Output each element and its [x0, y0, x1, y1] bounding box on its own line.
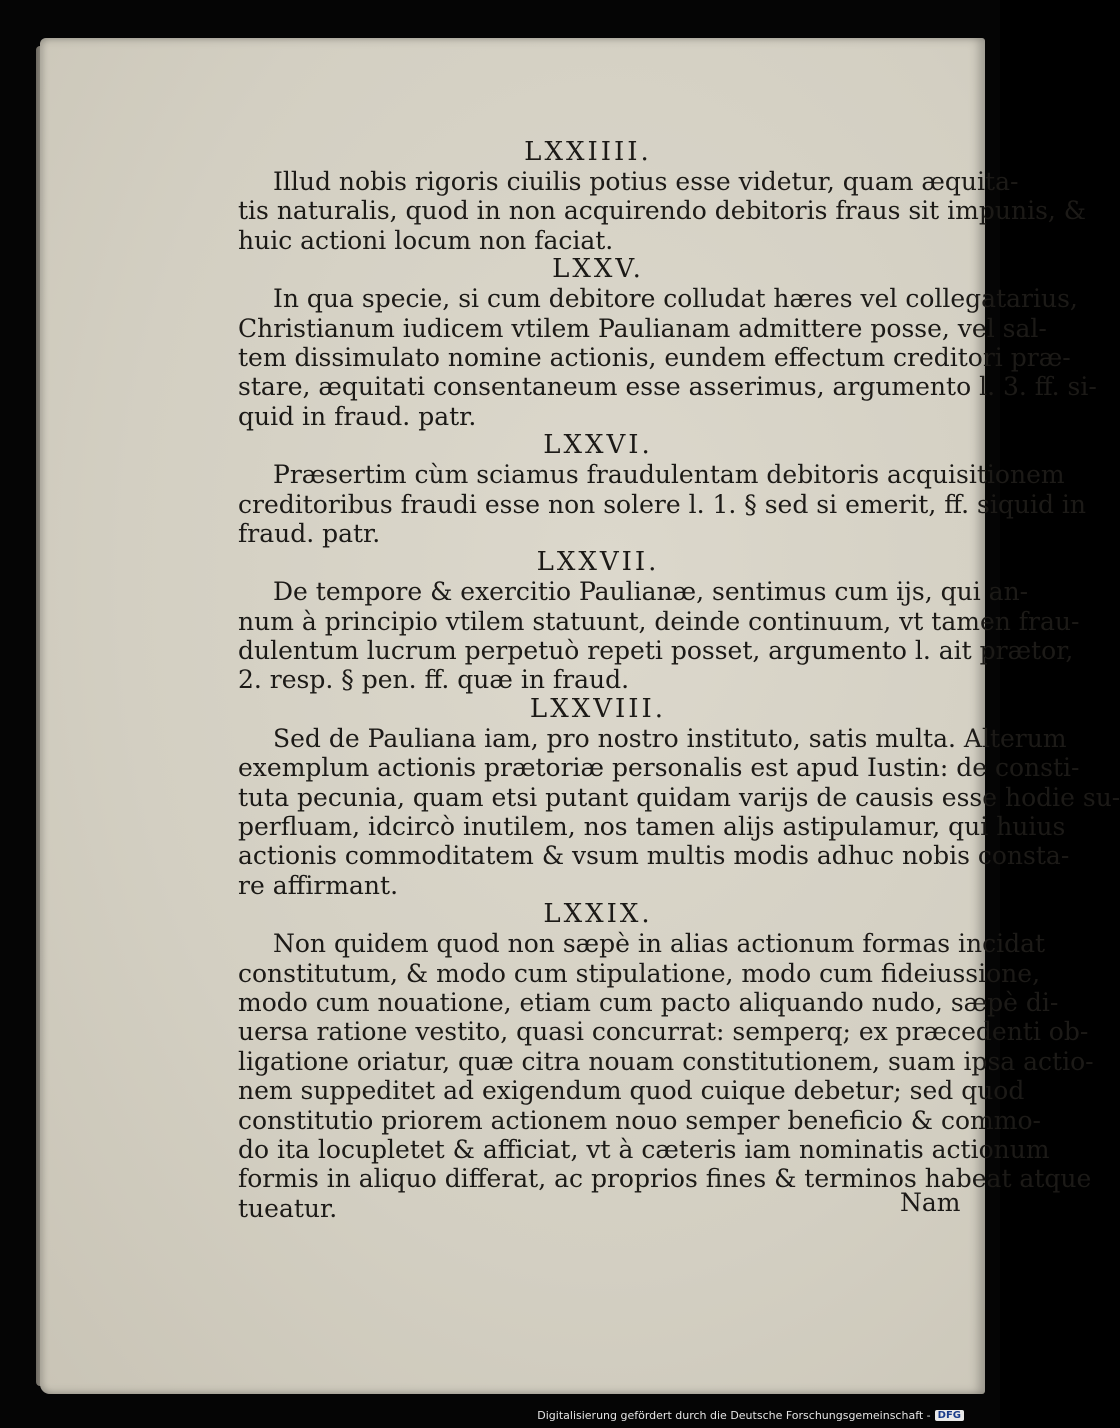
digitization-credit — [537, 1409, 964, 1422]
text-line: 2. resp. § pen. ff. quæ in fraud. — [238, 665, 630, 695]
text-line: Christianum iudicem vtilem Paulianam admittere posse, vel sal- — [238, 313, 1047, 343]
text-line: ligatione oriatur, quæ citra nouam constitutionem, suam ipsa actio- — [238, 1046, 1094, 1076]
text-line: quid in fraud. patr. — [238, 401, 477, 431]
text-line: Illud nobis rigoris ciuilis potius esse videtur, quam æquita- — [273, 167, 1019, 196]
section-heading: LXXVII. — [536, 547, 660, 578]
text-line: perfluam, idcircò inutilem, nos tamen alijs astipulamur, qui huius — [238, 812, 1066, 842]
text-line: uersa ratione vestito, quasi concurrat: semperq; ex præcedenti ob- — [238, 1017, 1089, 1047]
dfg-logo: DFG — [935, 1410, 964, 1421]
text-line: Præsertim cùm sciamus fraudulentam debitoris acquisitionem — [273, 460, 1065, 490]
text-line: re affirmant. — [238, 870, 399, 900]
text-line: fraud. patr. — [238, 518, 381, 548]
section-heading: LXXIX. — [543, 899, 653, 930]
section-heading: LXXV. — [552, 254, 644, 285]
text-line: formis in aliquo differat, ac proprios fines & terminos habeat atque — [238, 1164, 1092, 1194]
text-line: nem suppeditet ad exigendum quod cuique debetur; sed quod — [238, 1076, 1025, 1106]
text-line: stare, æquitati consentaneum esse asserimus, argumento l. 3. ff. si- — [238, 372, 1097, 402]
text-line: tem dissimulato nomine actionis, eundem effectum creditori præ- — [238, 342, 1071, 372]
page-text — [238, 137, 1120, 1223]
text-line: exemplum actionis prætoriæ personalis est apud Iustin: de consti- — [238, 753, 1080, 783]
text-line: tueatur. — [238, 1193, 338, 1223]
text-line: actionis commoditatem & vsum multis modis adhuc nobis consta- — [238, 841, 1070, 871]
text-line: Non quidem quod non sæpè in alias actionum formas incidat — [273, 929, 1046, 959]
text-line: In qua specie, si cum debitore colludat hæres vel collegatarius, — [273, 284, 1078, 314]
text-line: modo cum nouatione, etiam cum pacto aliquando nudo, sæpè di- — [238, 987, 1059, 1017]
text-line: dulentum lucrum perpetuò repeti posset, argumento l. ait prætor, — [238, 636, 1074, 666]
section-heading: LXXVI. — [543, 430, 653, 461]
text-line: tis naturalis, quod in non acquirendo debitoris fraus sit impunis, & — [238, 196, 1087, 226]
text-line: Sed de Pauliana iam, pro nostro instituto, satis multa. Alterum — [273, 723, 1067, 753]
section-heading: LXXVIII. — [529, 693, 667, 724]
text-line: De tempore & exercitio Paulianæ, sentimus cum ijs, qui an- — [273, 577, 1029, 607]
text-line: do ita locupletet & afficiat, vt à cæteris iam nominatis actionum — [238, 1134, 1050, 1164]
text-line: num à principio vtilem statuunt, deinde continuum, vt tamen frau- — [238, 606, 1080, 636]
text-line: creditoribus fraudi esse non solere l. 1. § sed si emerit, ff. siquid in — [238, 489, 1086, 519]
text-line: huic actioni locum non faciat. — [238, 225, 614, 255]
text-line: tuta pecunia, quam etsi putant quidam varijs de causis esse hodie su- — [238, 782, 1120, 812]
text-line: constitutum, & modo cum stipulatione, modo cum fideiussione, — [238, 958, 1041, 988]
credit-text: Digitalisierung gefördert durch die Deutsche Forschungsgemeinschaft - — [537, 1409, 931, 1422]
catchword: Nam — [900, 1188, 961, 1217]
text-line: constitutio priorem actionem nouo semper beneficio & commo- — [238, 1105, 1041, 1135]
section-heading: LXXIIII. — [524, 137, 652, 167]
